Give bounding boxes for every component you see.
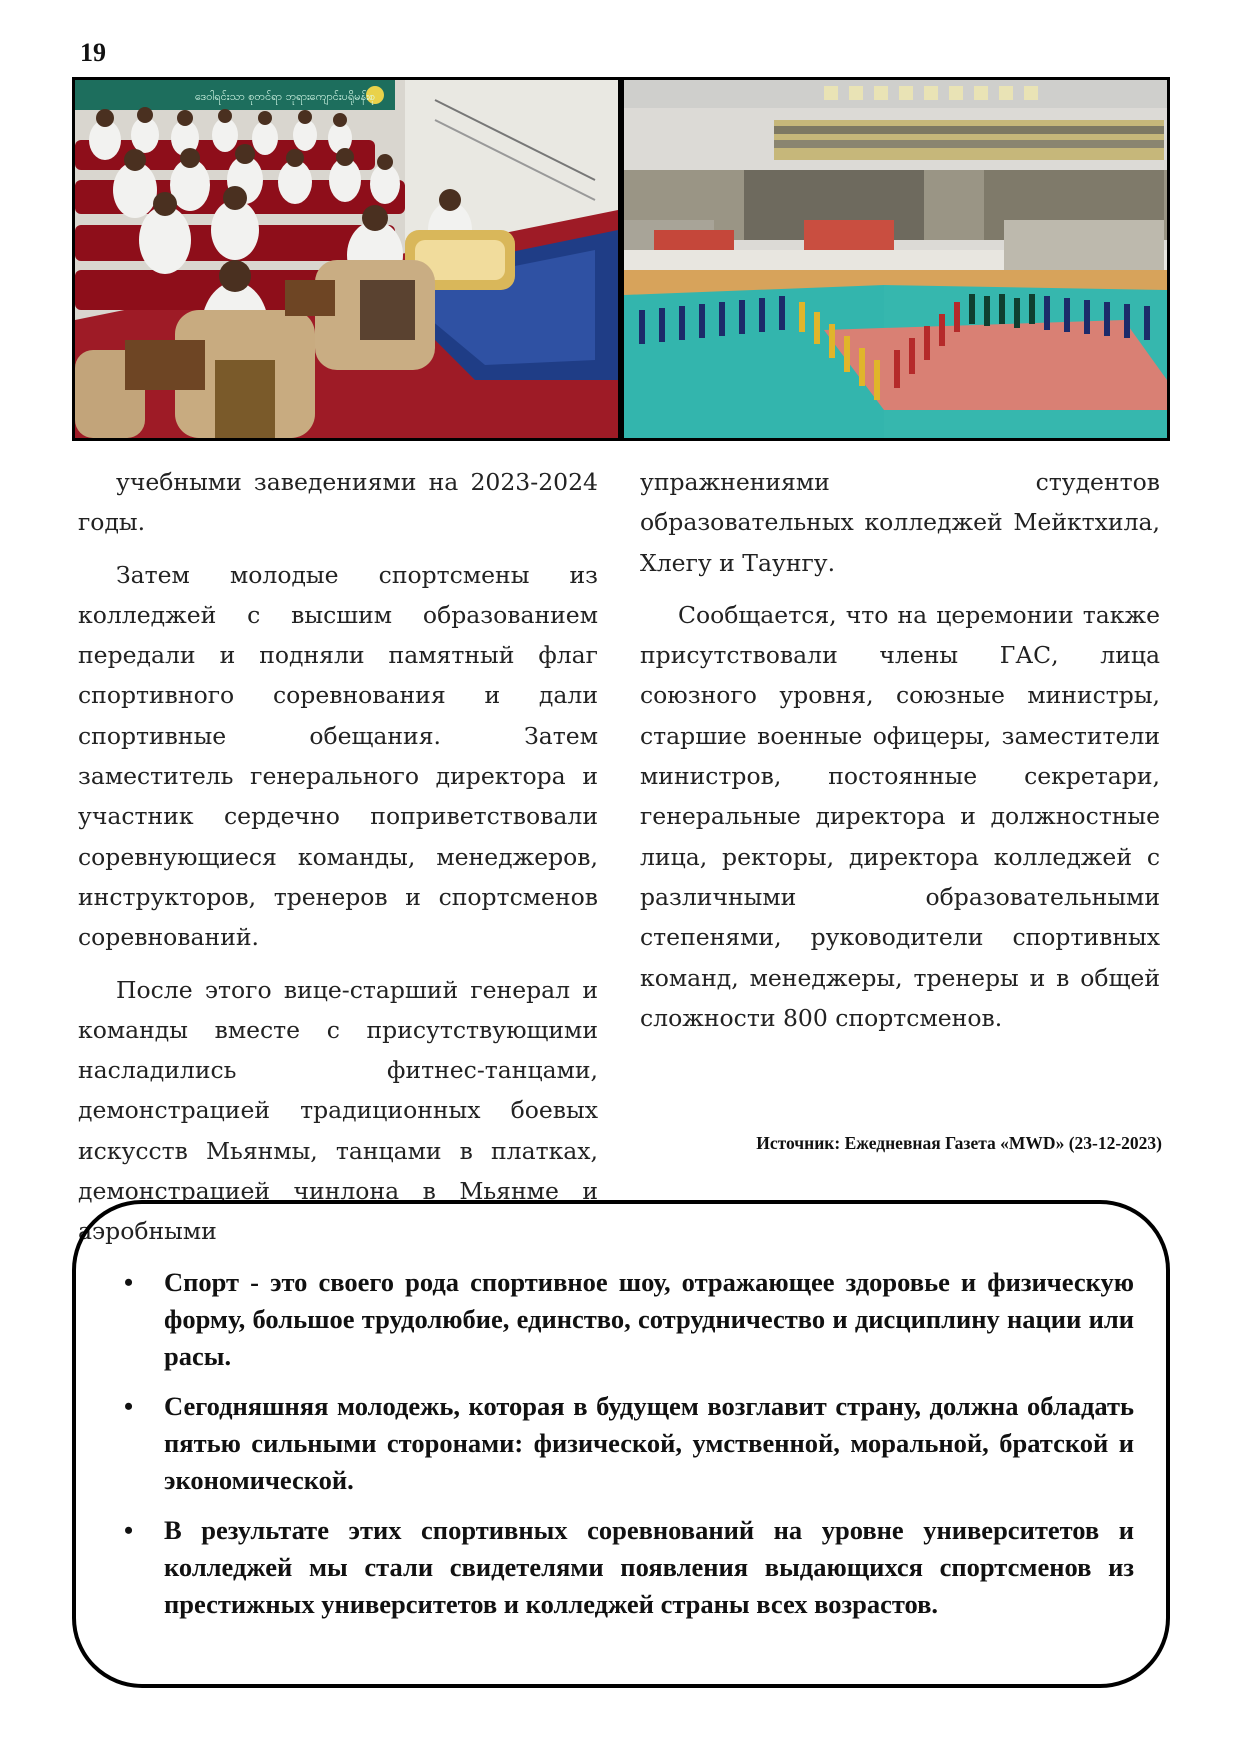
summary-item-text: В результате этих спортивных соревнований на уровне университетов и колледжей мы стали свидетелями появления выдающихся спортсменов из престижных университетов и колледжей страны всех возрастов.	[164, 1515, 1134, 1619]
article-left-column	[78, 462, 598, 1264]
summary-item-text: Спорт - это своего рода спортивное шоу, отражающее здоровье и физическую форму, большое трудолюбие, единство, сотрудничество и дисциплину нации или расы.	[164, 1267, 1134, 1371]
bullet-icon: •	[124, 1516, 134, 1545]
photo-strip	[72, 77, 1170, 441]
summary-item	[124, 1512, 1134, 1623]
left-paragraph-1: учебными заведениями на 2023-2024 годы.	[78, 468, 598, 537]
summary-list	[124, 1264, 1134, 1623]
left-paragraph-3: После этого вице-старший генерал и команды вместе с присутствующими насладились фитнес-танцами, демонстрацией традиционных боевых искусств Мьянмы, танцами в платках, демонстрацией чинлона в Мьянме и аэробными	[78, 975, 598, 1246]
summary-item-text: Сегодняшняя молодежь, которая в будущем возглавит страну, должна обладать пятью сильными сторонами: физической, умственной, моральной, братской и экономической.	[164, 1391, 1134, 1495]
photo-hall-illustration	[624, 80, 1167, 438]
article-right-column	[640, 462, 1160, 1050]
photo-officials-illustration	[75, 80, 618, 438]
summary-item	[124, 1264, 1134, 1375]
photo-officials-applauding	[75, 80, 618, 438]
summary-box	[72, 1200, 1170, 1688]
left-paragraph-2: Затем молодые спортсмены из колледжей с высшим образованием передали и подняли памятный флаг спортивного соревнования и дали спортивные обещания. Затем заместитель генерального директора и участник сердечно поприветствовали соревнующиеся команды, менеджеров, инструкторов, тренеров и спортсменов соревнований.	[78, 560, 598, 952]
photo-sports-hall-performance	[624, 80, 1167, 438]
banner-text: ဒေဝါရင်းသာ စုတင်ရာ ဘုရားကျောင်းပရိုမန်းစု	[195, 90, 376, 103]
source-citation: Источник: Ежедневная Газета «MWD» (23-12-2023)	[756, 1133, 1162, 1153]
summary-item	[124, 1388, 1134, 1499]
page-number: 19	[80, 38, 106, 67]
bullet-icon: •	[124, 1392, 134, 1421]
bullet-icon: •	[124, 1268, 134, 1297]
right-paragraph-1: упражнениями студентов образовательных колледжей Мейктхила, Хлегу и Таунгу.	[640, 468, 1160, 577]
right-paragraph-2: Сообщается, что на церемонии также присутствовали члены ГАС, лица союзного уровня, союзные министры, старшие военные офицеры, заместители министров, постоянные секретари, генеральные директора и должностные лица, ректоры, директора колледжей с различными образовательными степенями, руководители спортивных команд, менеджеры, тренеры и в общей сложности 800 спортсменов.	[640, 600, 1160, 1032]
